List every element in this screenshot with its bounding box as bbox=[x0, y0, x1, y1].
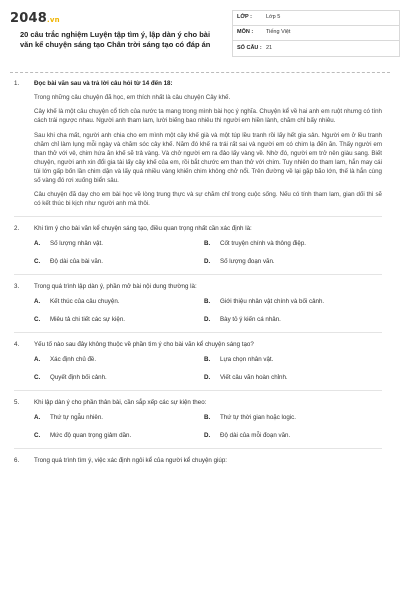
question-list bbox=[14, 80, 382, 471]
meta-key: SỐ CÂU : bbox=[237, 44, 262, 51]
question-1 bbox=[14, 80, 382, 89]
option-a[interactable] bbox=[34, 414, 204, 423]
meta-key: LỚP : bbox=[237, 14, 252, 21]
option-letter: D. bbox=[204, 258, 211, 266]
question-separator bbox=[14, 332, 382, 333]
meta-value: 21 bbox=[266, 44, 273, 51]
option-b[interactable] bbox=[204, 414, 382, 423]
meta-key: MÔN : bbox=[237, 29, 254, 36]
option-text: Viết câu văn hoàn chỉnh. bbox=[220, 374, 288, 382]
passage-paragraph: Sau khi cha mất, người anh chia cho em mình một cây khế già và một túp lều tranh rồi lấy hết gia sản. Người em ở lều tranh chăm chỉ làm lụng mỗi ngày và chăm sóc cây khế. Năm đó khế ra trái rất sai và người em có chim lạ đến ăn. Thấy người em than thở với vẻ, chim hứa ăn khế sẽ trả vàng. Và chở người em ra đảo lấy vàng về. Nhờ đó, người em trở nên giàu sang. Biết chuyện, người anh xin đổi gia tài lấy cây khế của em, rồi bắt chước em than thở với chim. Tuy nhiên do tham lam, hắn may cái túi lớn gấp bốn lần chim dặn và lấy quá nhiều vàng khiến chim không chở nổi. Trên đường về lại gặp bão lớn, thế là hắn cùng số vàng đó rơi xuống biển sâu. bbox=[34, 131, 382, 184]
option-a[interactable] bbox=[34, 356, 204, 365]
meta-row-grade bbox=[233, 11, 399, 26]
question-number: 6. bbox=[14, 457, 20, 465]
option-text: Cốt truyện chính và thông điệp. bbox=[220, 240, 306, 248]
passage-paragraph: Câu chuyện đã dạy cho em bài học về lòng trung thực và sự chăm chỉ trong cuộc sống. Nếu có tính tham lam, gian dối thì sẽ có kết thúc bi kịch như người anh mà thôi. bbox=[34, 191, 382, 208]
option-letter: B. bbox=[204, 356, 211, 364]
meta-table bbox=[232, 10, 400, 57]
reading-passage bbox=[14, 94, 382, 209]
option-letter: A. bbox=[34, 356, 41, 364]
question-separator bbox=[14, 390, 382, 391]
option-letter: D. bbox=[204, 316, 211, 324]
question-header bbox=[14, 399, 382, 408]
option-a[interactable] bbox=[34, 240, 204, 249]
option-letter: C. bbox=[34, 432, 41, 440]
option-b[interactable] bbox=[204, 298, 382, 307]
question-text: Khi tìm ý cho bài văn kể chuyện sáng tạo, điều quan trọng nhất cần xác định là: bbox=[34, 225, 252, 233]
option-letter: D. bbox=[204, 374, 211, 382]
question-number: 5. bbox=[14, 399, 20, 407]
meta-row-subject bbox=[233, 26, 399, 41]
question-text: Trong quá trình tìm ý, việc xác định ngôi kể của người kể chuyện giúp: bbox=[34, 457, 228, 465]
option-text: Giới thiệu nhân vật chính và bối cảnh. bbox=[220, 298, 325, 306]
option-text: Xác định chủ đề. bbox=[50, 356, 97, 364]
option-letter: D. bbox=[204, 432, 211, 440]
option-text: Quyết định bối cảnh. bbox=[50, 374, 107, 382]
header bbox=[10, 0, 390, 62]
meta-row-count bbox=[233, 41, 399, 56]
option-c[interactable] bbox=[34, 258, 204, 267]
option-letter: B. bbox=[204, 414, 211, 422]
logo-tld: .vn bbox=[46, 16, 60, 24]
question-text: Đọc bài văn sau và trả lời câu hỏi từ 14 đến 18: bbox=[34, 80, 173, 87]
passage-paragraph: Cây khế là một câu chuyện cổ tích của nước ta mang trong mình bài học ý nghĩa. Chuyện kể về hai anh em ruột nhưng có tính cách trái ngược nhau. Người anh tham lam, lười biếng bao nhiêu thì người em hiền lành, chăm chỉ bấy nhiêu. bbox=[34, 108, 382, 125]
answer-options bbox=[14, 356, 382, 383]
option-text: Lựa chọn nhân vật. bbox=[220, 356, 274, 364]
question-number: 4. bbox=[14, 341, 20, 349]
option-b[interactable] bbox=[204, 240, 382, 249]
answer-options bbox=[14, 240, 382, 267]
question-separator bbox=[14, 216, 382, 217]
option-text: Mức độ quan trọng giảm dần. bbox=[50, 432, 132, 440]
option-letter: C. bbox=[34, 258, 41, 266]
option-letter: B. bbox=[204, 240, 211, 248]
question-header bbox=[14, 225, 382, 234]
question-text: Yếu tố nào sau đây không thuộc về phần tìm ý cho bài văn kể chuyện sáng tạo? bbox=[34, 341, 254, 349]
option-letter: C. bbox=[34, 316, 41, 324]
question-text: Khi lập dàn ý cho phần thân bài, cần sắp xếp các sự kiện theo: bbox=[34, 399, 207, 407]
question-2 bbox=[14, 225, 382, 267]
option-letter: A. bbox=[34, 414, 41, 422]
option-c[interactable] bbox=[34, 316, 204, 325]
page-title: 20 câu trắc nghiệm Luyện tập tìm ý, lập dàn ý cho bài văn kể chuyện sáng tạo Chân trời sáng tạo có đáp án bbox=[20, 30, 211, 50]
option-c[interactable] bbox=[34, 432, 204, 441]
option-text: Số lượng đoạn văn. bbox=[220, 258, 275, 266]
option-text: Bày tỏ ý kiến cá nhân. bbox=[220, 316, 281, 324]
question-separator bbox=[14, 274, 382, 275]
option-text: Kết thúc của câu chuyện. bbox=[50, 298, 120, 306]
option-letter: A. bbox=[34, 240, 41, 248]
option-text: Thứ tự ngẫu nhiên. bbox=[50, 414, 104, 422]
question-number: 2. bbox=[14, 225, 20, 233]
option-d[interactable] bbox=[204, 374, 382, 383]
option-b[interactable] bbox=[204, 356, 382, 365]
option-d[interactable] bbox=[204, 316, 382, 325]
question-3 bbox=[14, 283, 382, 325]
option-d[interactable] bbox=[204, 432, 382, 441]
option-a[interactable] bbox=[34, 298, 204, 307]
question-number: 1. bbox=[14, 80, 20, 87]
option-text: Độ dài của bài văn. bbox=[50, 258, 103, 266]
question-separator bbox=[14, 448, 382, 449]
logo-text: 2048 bbox=[10, 11, 47, 26]
question-5 bbox=[14, 399, 382, 441]
option-d[interactable] bbox=[204, 258, 382, 267]
option-text: Độ dài của mỗi đoạn văn. bbox=[220, 432, 291, 440]
question-header bbox=[14, 341, 382, 350]
meta-value: Tiếng Việt bbox=[266, 29, 291, 36]
option-text: Số lượng nhân vật. bbox=[50, 240, 103, 248]
question-6 bbox=[14, 457, 382, 466]
option-text: Thứ tự thời gian hoặc logic. bbox=[220, 414, 296, 422]
passage-paragraph: Trong những câu chuyện đã học, em thích nhất là câu chuyện Cây khế. bbox=[34, 93, 231, 101]
option-letter: B. bbox=[204, 298, 211, 306]
option-text: Miêu tả chi tiết các sự kiện. bbox=[50, 316, 125, 324]
answer-options bbox=[14, 298, 382, 325]
question-text: Trong quá trình lập dàn ý, phần mở bài nội dung thường là: bbox=[34, 283, 197, 291]
question-header bbox=[14, 283, 382, 292]
option-c[interactable] bbox=[34, 374, 204, 383]
question-number: 3. bbox=[14, 283, 20, 291]
option-letter: C. bbox=[34, 374, 41, 382]
question-4 bbox=[14, 341, 382, 383]
header-divider bbox=[10, 72, 390, 73]
meta-value: Lớp 5 bbox=[266, 14, 281, 21]
option-letter: A. bbox=[34, 298, 41, 306]
answer-options bbox=[14, 414, 382, 441]
